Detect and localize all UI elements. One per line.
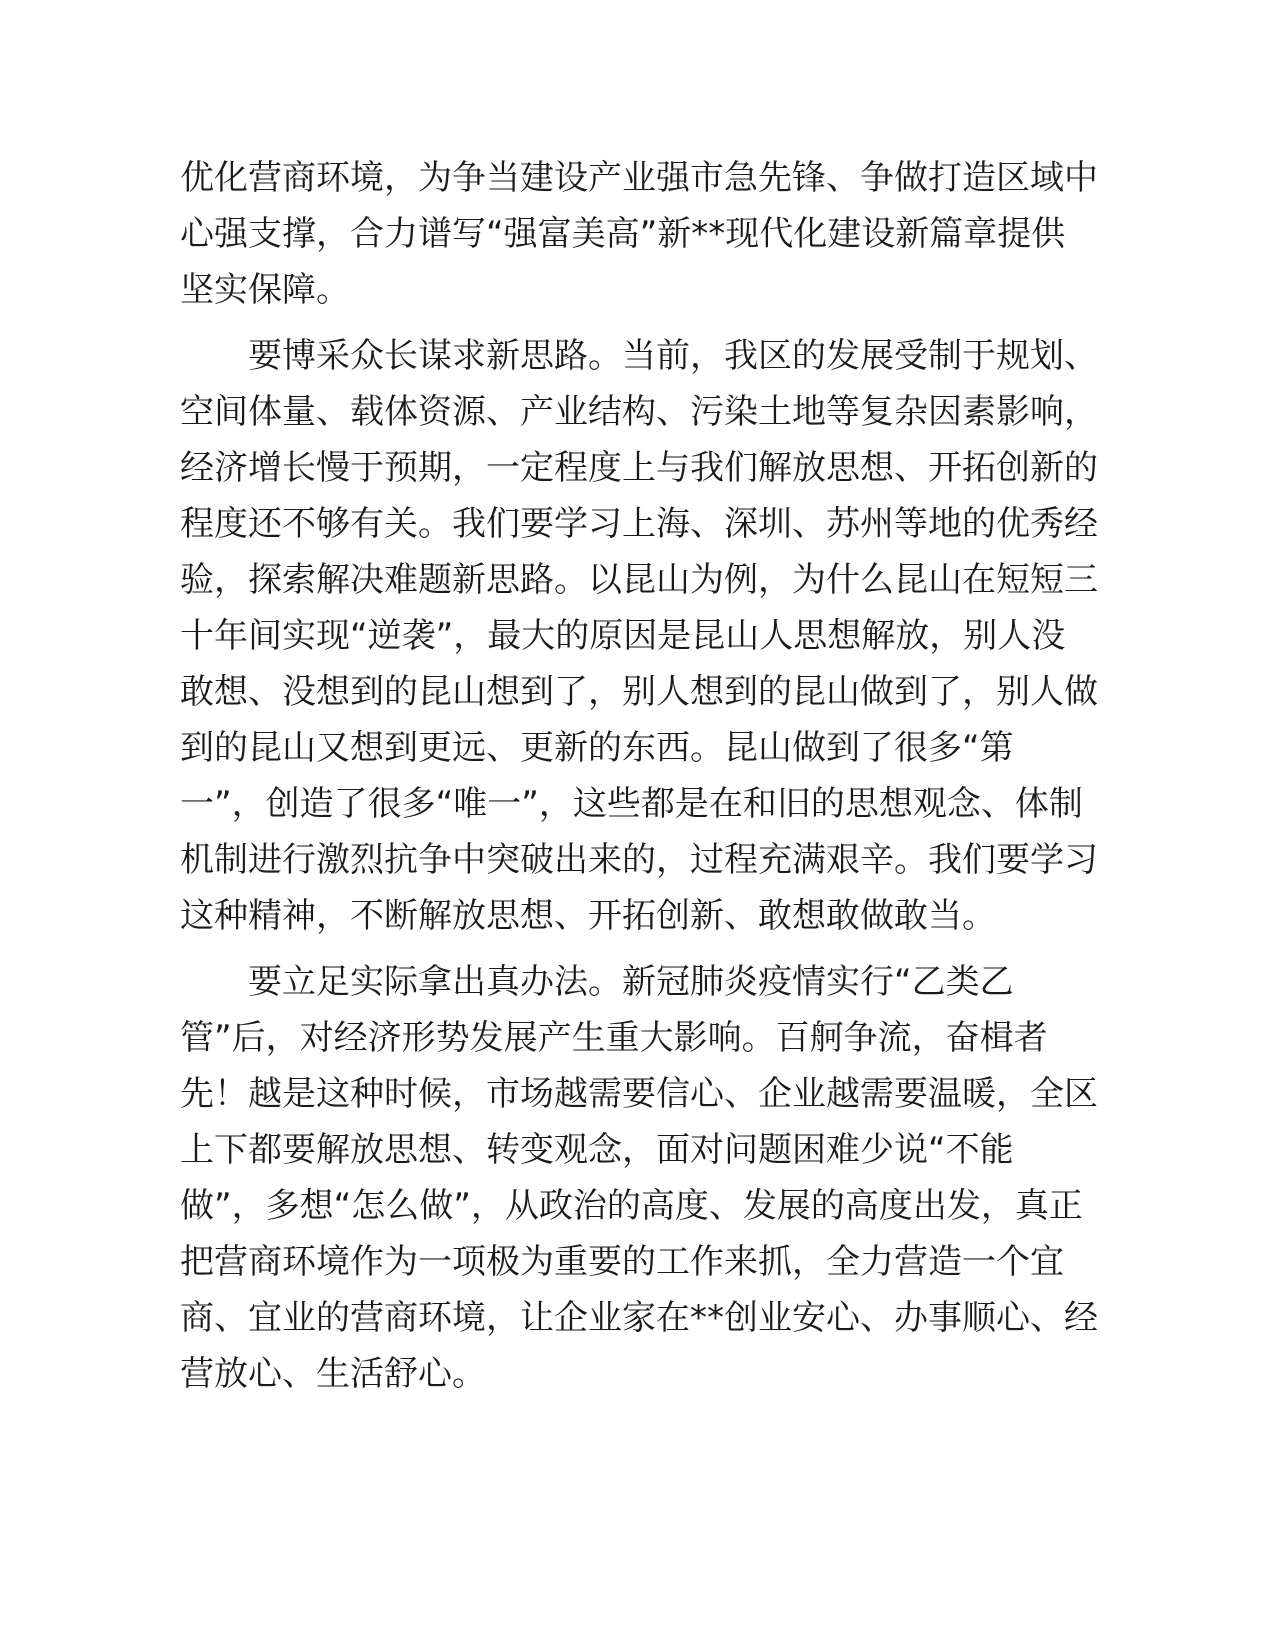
text-line: 这种精神，不断解放思想、开拓创新、敢想敢做敢当。 <box>180 896 996 936</box>
text-line: 程度还不够有关。我们要学习上海、深圳、苏州等地的优秀经 <box>180 504 1098 544</box>
text-line: 管”后，对经济形势发展产生重大影响。百舸争流，奋楫者 <box>180 1018 1048 1058</box>
paragraph-2 <box>180 328 1098 944</box>
paragraph-3 <box>180 954 1098 1402</box>
text-line: 十年间实现“逆袭”，最大的原因是昆山人思想解放，别人没 <box>180 616 1066 656</box>
text-line: 经济增长慢于预期，一定程度上与我们解放思想、开拓创新的 <box>180 448 1098 488</box>
text-line: 优化营商环境，为争当建设产业强市急先锋、争做打造区域中 <box>180 158 1098 198</box>
paragraph-1 <box>180 150 1098 318</box>
text-line: 商、宜业的营商环境，让企业家在**创业安心、办事顺心、经 <box>180 1298 1098 1338</box>
text-line: 要立足实际拿出真办法。新冠肺炎疫情实行“乙类乙 <box>180 962 1014 1002</box>
text-line: 先！越是这种时候，市场越需要信心、企业越需要温暖，全区 <box>180 1074 1098 1114</box>
text-line: 心强支撑，合力谱写“强富美高”新**现代化建设新篇章提供 <box>180 214 1066 254</box>
text-line: 营放心、生活舒心。 <box>180 1354 486 1394</box>
body-text <box>180 150 1098 1402</box>
text-line: 坚实保障。 <box>180 270 350 310</box>
text-line: 做”，多想“怎么做”，从政治的高度、发展的高度出发，真正 <box>180 1186 1083 1226</box>
text-line: 一”，创造了很多“唯一”，这些都是在和旧的思想观念、体制 <box>180 784 1083 824</box>
text-line: 要博采众长谋求新思路。当前，我区的发展受制于规划、 <box>180 336 1098 376</box>
text-line: 把营商环境作为一项极为重要的工作来抓，全力营造一个宜 <box>180 1242 1064 1282</box>
text-line: 机制进行激烈抗争中突破出来的，过程充满艰辛。我们要学习 <box>180 840 1098 880</box>
text-line: 到的昆山又想到更远、更新的东西。昆山做到了很多“第 <box>180 728 1014 768</box>
text-line: 空间体量、载体资源、产业结构、污染土地等复杂因素影响， <box>180 392 1098 432</box>
text-line: 敢想、没想到的昆山想到了，别人想到的昆山做到了，别人做 <box>180 672 1098 712</box>
text-line: 验，探索解决难题新思路。以昆山为例，为什么昆山在短短三 <box>180 560 1098 600</box>
text-line: 上下都要解放思想、转变观念，面对问题困难少说“不能 <box>180 1130 1014 1170</box>
